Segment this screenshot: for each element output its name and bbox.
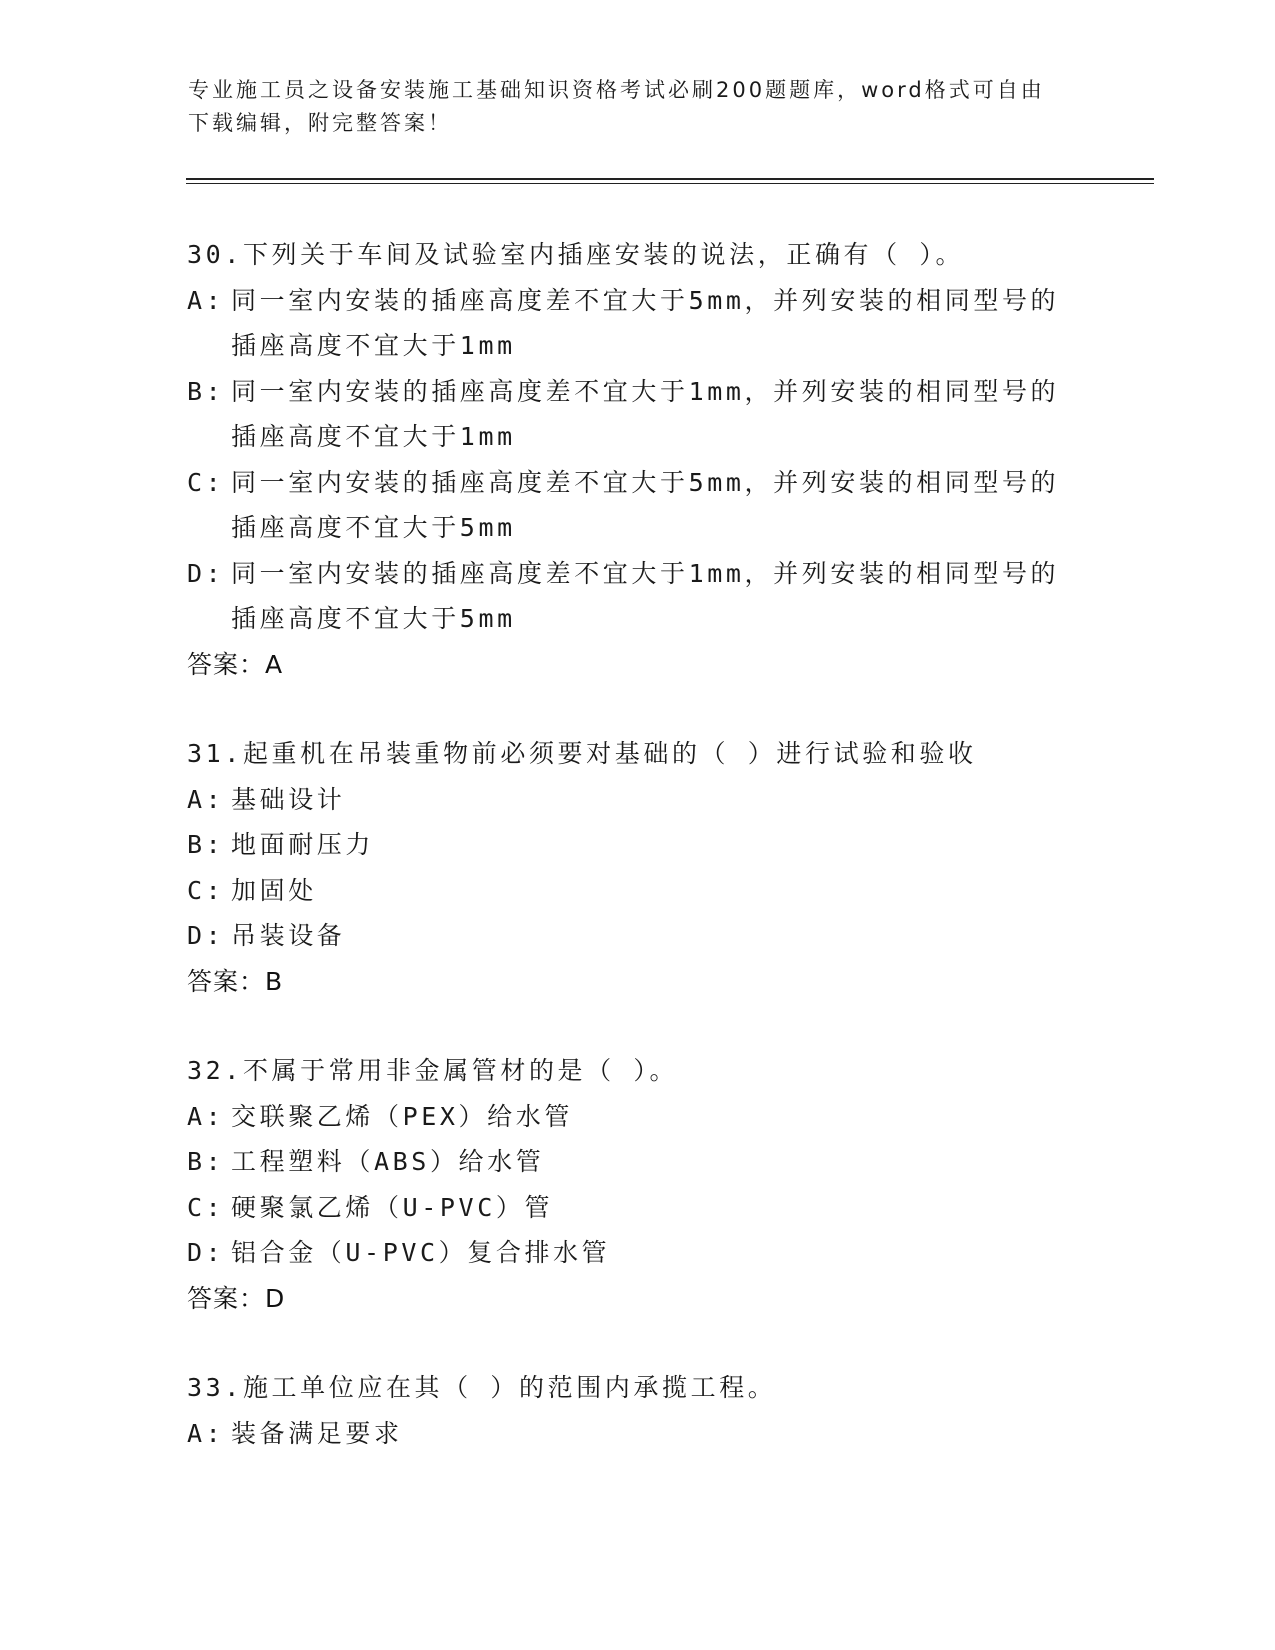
option-key: C: xyxy=(187,1192,225,1222)
option-b xyxy=(187,822,1087,868)
option-key: D: xyxy=(187,921,225,950)
option-text: 加固处 xyxy=(231,875,317,905)
answer-label: 答案：A xyxy=(187,649,284,679)
option-d xyxy=(187,1230,1087,1276)
option-key: C: xyxy=(187,467,225,497)
option-a xyxy=(187,278,1087,369)
option-key: B: xyxy=(187,1147,225,1176)
option-key: A: xyxy=(187,1101,225,1131)
answer-label: 答案：D xyxy=(187,1283,286,1313)
option-text: 吊装设备 xyxy=(231,921,346,950)
option-text: 地面耐压力 xyxy=(231,830,375,859)
option-c xyxy=(187,1185,1087,1231)
option-key: D: xyxy=(187,1238,225,1267)
option-key: B: xyxy=(187,830,225,859)
option-c xyxy=(187,460,1087,551)
option-text: 同一室内安装的插座高度差不宜大于5mm，并列安装的相同型号的插座高度不宜大于1mm xyxy=(231,285,1060,360)
header-divider-thick xyxy=(186,178,1154,180)
question-33 xyxy=(187,1365,1087,1456)
option-b xyxy=(187,369,1087,460)
option-text: 同一室内安装的插座高度差不宜大于5mm，并列安装的相同型号的插座高度不宜大于5mm xyxy=(231,467,1060,542)
option-c xyxy=(187,868,1087,914)
option-text: 装备满足要求 xyxy=(231,1418,403,1448)
option-text: 基础设计 xyxy=(231,784,346,814)
option-key: A: xyxy=(187,784,225,814)
option-key: A: xyxy=(187,285,225,315)
option-key: B: xyxy=(187,376,225,406)
question-31 xyxy=(187,731,1087,1004)
question-stem: 31.起重机在吊装重物前必须要对基础的（ ）进行试验和验收 xyxy=(187,739,977,768)
question-30 xyxy=(187,232,1087,687)
question-32 xyxy=(187,1048,1087,1321)
option-text: 铝合金（U-PVC）复合排水管 xyxy=(231,1238,611,1267)
option-a xyxy=(187,1094,1087,1140)
option-text: 同一室内安装的插座高度差不宜大于1mm，并列安装的相同型号的插座高度不宜大于1mm xyxy=(231,376,1060,451)
option-a xyxy=(187,777,1087,823)
option-text: 硬聚氯乙烯（U-PVC）管 xyxy=(231,1192,554,1222)
question-list xyxy=(187,232,1087,1500)
option-key: A: xyxy=(187,1418,225,1448)
question-stem: 33.施工单位应在其（ ）的范围内承揽工程。 xyxy=(187,1373,777,1402)
question-stem: 32.不属于常用非金属管材的是（ ）。 xyxy=(187,1056,679,1085)
document-header: 专业施工员之设备安装施工基础知识资格考试必刷200题题库，word格式可自由下载编辑，附完整答案！ xyxy=(188,78,1045,135)
option-a xyxy=(187,1411,1087,1457)
question-stem: 30.下列关于车间及试验室内插座安装的说法，正确有（ ）。 xyxy=(187,240,965,269)
option-key: C: xyxy=(187,875,225,905)
option-d xyxy=(187,551,1087,642)
option-key: D: xyxy=(187,558,225,588)
option-d xyxy=(187,913,1087,959)
option-text: 同一室内安装的插座高度差不宜大于1mm，并列安装的相同型号的插座高度不宜大于5mm xyxy=(231,558,1060,633)
option-text: 交联聚乙烯（PEX）给水管 xyxy=(231,1101,573,1131)
option-text: 工程塑料（ABS）给水管 xyxy=(231,1147,545,1176)
answer-label: 答案：B xyxy=(187,966,284,996)
header-divider-thin xyxy=(186,183,1154,184)
option-b xyxy=(187,1139,1087,1185)
